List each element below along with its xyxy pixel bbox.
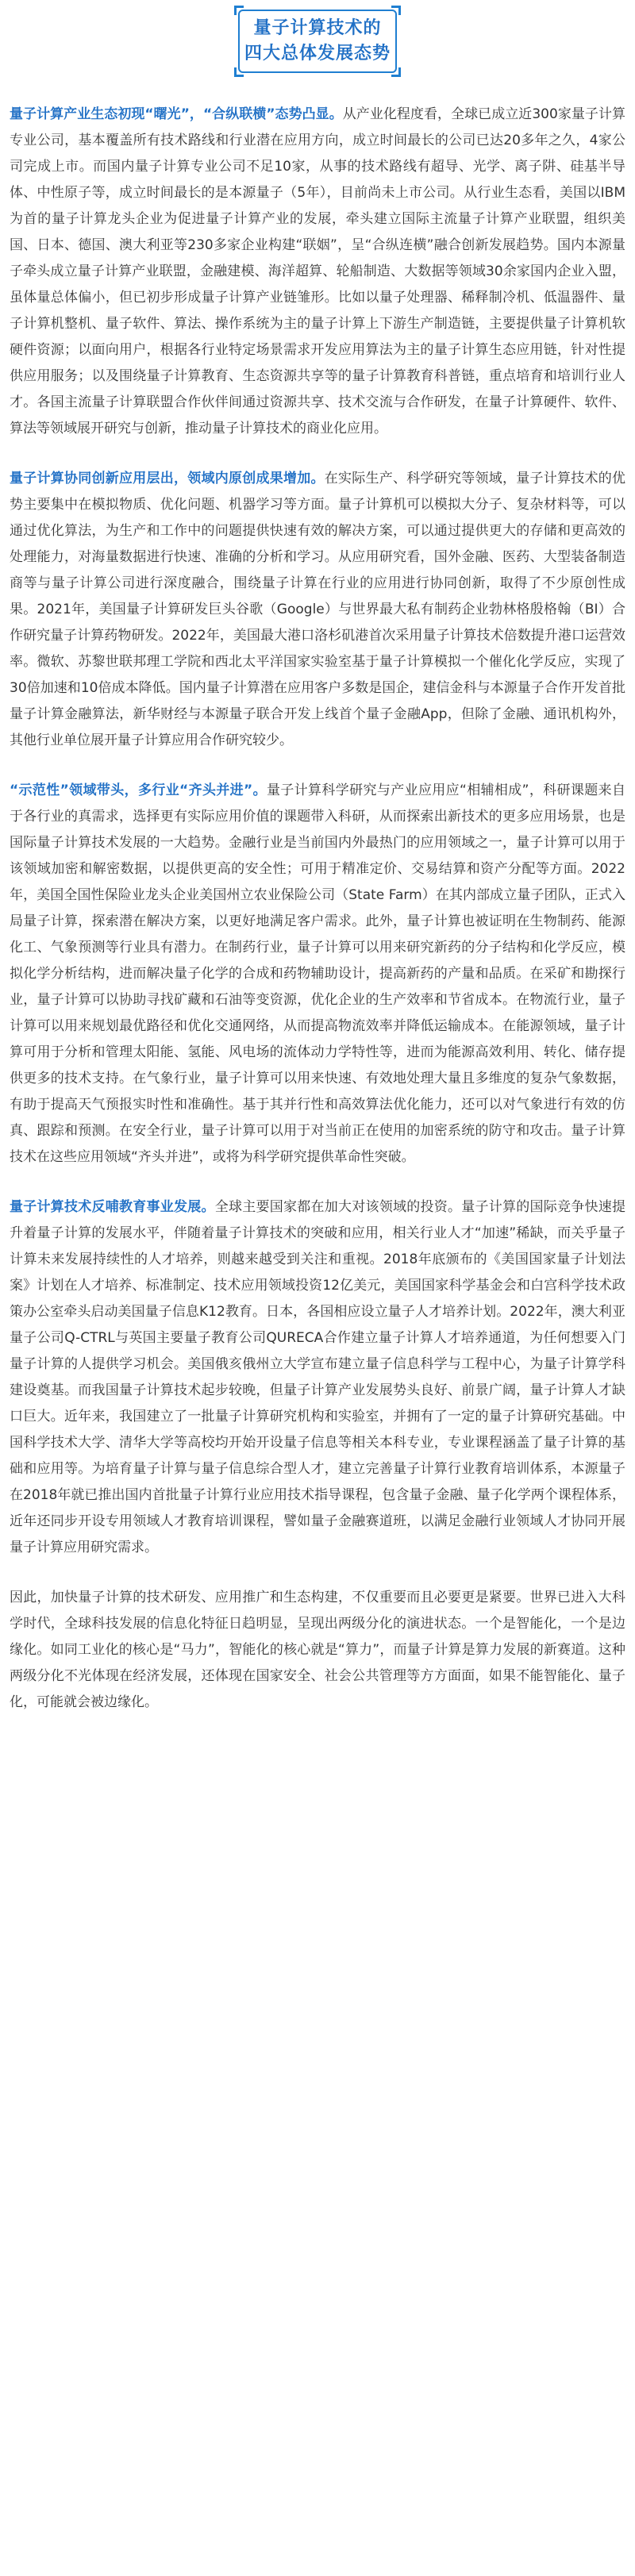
corner-decoration-icon [391, 6, 401, 15]
paragraph-lead: 量子计算技术反哺教育事业发展。 [10, 1199, 215, 1215]
paragraph-education [10, 1194, 625, 1561]
article-body [0, 102, 635, 1716]
paragraph-conclusion [10, 1585, 625, 1716]
title-line-1: 量子计算技术的 [253, 18, 382, 38]
title-line-2: 四大总体发展态势 [244, 44, 391, 63]
paragraph-text: 因此，加快量子计算的技术研发、应用推广和生态构建，不仅重要而且必要更是紧要。世界已进入大科学时代，全球科技发展的信息化特征日趋明显，呈现出两级分化的演进状态。一个是智能化，一个是边缘化。如同工业化的核心是“马力”，智能化的核心就是“算力”，而量子计算是算力发展的新赛道。这种两级分化不光体现在经济发展，还体现在国家安全、社会公共管理等方方面面，如果不能智能化、量子化，可能就会被边缘化。 [10, 1590, 625, 1710]
paragraph-industries [10, 778, 625, 1171]
paragraph-ecosystem [10, 102, 625, 442]
corner-decoration-icon [391, 67, 401, 77]
paragraph-text: 从产业化程度看，全球已成立近300家量子计算专业公司，基本覆盖所有技术路线和行业潜在应用方向，成立时间最长的公司已达20多年之久，4家公司完成上市。而国内量子计算专业公司不足10家，从事的技术路线有超导、光学、离子阱、硅基半导体、中性原子等，成立时间最长的是本源量子（5年），目前尚未上市公司。从行业生态看，美国以IBM为首的量子计算龙头企业为促进量子计算产业的发展，牵头建立国际主流量子计算产业联盟，组织美国、日本、德国、澳大利亚等230多家企业构建“联姻”，呈“合纵连横”融合创新发展趋势。国内本源量子牵头成立量子计算产业联盟，金融建模、海洋超算、轮船制造、大数据等领域30余家国内企业入盟，虽体量总体偏小，但已初步形成量子计算产业链雏形。比如以量子处理器、稀释制冷机、低温器件、量子计算机整机、量子软件、算法、操作系统为主的量子计算上下游生产制造链，主要提供量子计算机软硬件资源；以面向用户，根据各行业特定场景需求开发应用算法为主的量子计算生态应用链，针对性提供应用服务；以及围绕量子计算教育、生态资源共享等的量子计算教育科普链，重点培育和培训行业人才。各国主流量子计算联盟合作伙伴间通过资源共享、技术交流与合作研发，在量子计算硬件、软件、算法等领域展开研究与创新，推动量子计算技术的商业化应用。 [10, 106, 625, 436]
corner-decoration-icon [234, 67, 244, 77]
paragraph-lead: 量子计算产业生态初现“曙光”，“合纵联横”态势凸显。 [10, 106, 343, 122]
paragraph-text: 全球主要国家都在加大对该领域的投资。量子计算的国际竞争快速提升着量子计算的发展水平，伴随着量子计算技术的突破和应用，相关行业人才“加速”稀缺，而关乎量子计算未来发展持续性的人才培养，则越来越受到关注和重视。2018年底颁布的《美国国家量子计划法案》计划在人才培养、标准制定、技术应用领域投资12亿美元，美国国家科学基金会和白宫科学技术政策办公室牵头启动美国量子信息K12教育。日本，各国相应设立量子人才培养计划。2022年，澳大利亚量子公司Q-CTRL与英国主要量子教育公司QURECA合作建立量子计算人才培养通道，为任何想要入门量子计算的人提供学习机会。美国俄亥俄州立大学宣布建立量子信息科学与工程中心，为量子计算学科建设奠基。而我国量子计算技术起步较晚，但量子计算产业发展势头良好、前景广阔，量子计算人才缺口巨大。近年来，我国建立了一批量子计算研究机构和实验室，并拥有了一定的量子计算研究基础。中国科学技术大学、清华大学等高校均开始开设量子信息等相关本科专业，专业课程涵盖了量子计算的基础和应用等。为培育量子计算与量子信息综合型人才，建立完善量子计算行业教育培训体系，本源量子在2018年就已推出国内首批量子计算行业应用技术指导课程，包含量子金融、量子化学两个课程体系，近年还同步开设专用领域人才教育培训课程，譬如量子金融赛道班，以满足金融行业领域人才协同开展量子计算应用研究需求。 [10, 1199, 625, 1555]
paragraph-innovation [10, 466, 625, 754]
paragraph-lead: 量子计算协同创新应用层出，领域内原创成果增加。 [10, 471, 325, 486]
paragraph-text: 量子计算科学研究与产业应用应“相辅相成”，科研课题来自于各行业的真需求，选择更有实际应用价值的课题带入科研，从而探索出新技术的更多应用场景，也是国际量子计算技术发展的一大趋势。金融行业是当前国内外最热门的应用领域之一，量子计算可以用于该领域加密和解密数据，以提供更高的安全性；可用于精准定价、交易结算和资产分配等方面。2022年，美国全国性保险业龙头企业美国州立农业保险公司（State Farm）在其内部成立量子团队，正式入局量子计算，探索潜在解决方案，以更好地满足客户需求。此外，量子计算也被证明在生物制药、能源化工、气象预测等行业具有潜力。在制药行业，量子计算可以用来研究新药的分子结构和化学反应，模拟化学分析结构，进而解决量子化学的合成和药物辅助设计，提高新药的产量和品质。在采矿和勘探行业，量子计算可以协助寻找矿藏和石油等变资源，优化企业的生产效率和节省成本。在物流行业，量子计算可以用来规划最优路径和优化交通网络，从而提高物流效率并降低运输成本。在能源领域，量子计算可用于分析和管理太阳能、氢能、风电场的流体动力学特性等，进而为能源高效利用、转化、储存提供更多的技术支持。在气象行业，量子计算可以用来快速、有效地处理大量且多维度的复杂气象数据，有助于提高天气预报实时性和准确性。基于其并行性和高效算法优化能力，还可以对气象进行有效的仿真、跟踪和预测。在安全行业，量子计算可以用于对当前正在使用的加密系统的防守和攻击。量子计算技术在这些应用领域“齐头并进”，或将为科学研究提供革命性突破。 [10, 782, 625, 1165]
paragraph-lead: “示范性”领域带头，多行业“齐头并进”。 [10, 782, 267, 798]
corner-decoration-icon [234, 6, 244, 15]
title-box [238, 10, 397, 73]
title-area [0, 10, 635, 73]
paragraph-text: 在实际生产、科学研究等领域，量子计算技术的优势主要集中在模拟物质、优化问题、机器学习等方面。量子计算机可以模拟大分子、复杂材料等，可以通过优化算法，为生产和工作中的问题提供快速有效的解决方案，可以通过提供更大的存储和更高效的处理能力，对海量数据进行快速、准确的分析和学习。从应用研究看，国外金融、医药、大型装备制造商等与量子计算公司进行深度融合，围绕量子计算在行业的应用进行协同创新，取得了不少原创性成果。2021年，美国量子计算研发巨头谷歌（Google）与世界最大私有制药企业勃林格殷格翰（BI）合作研究量子计算药物研发。2022年，美国最大港口洛杉矶港首次采用量子计算技术倍数提升港口运营效率。微软、苏黎世联邦理工学院和西北太平洋国家实验室基于量子计算模拟一个催化化学反应，实现了30倍加速和10倍成本降低。国内量子计算潜在应用客户多数是国企，建信金科与本源量子合作开发首批量子计算金融算法，新华财经与本源量子联合开发上线首个量子金融App，但除了金融、通讯机构外，其他行业单位展开量子计算应用合作研究较少。 [10, 471, 625, 748]
